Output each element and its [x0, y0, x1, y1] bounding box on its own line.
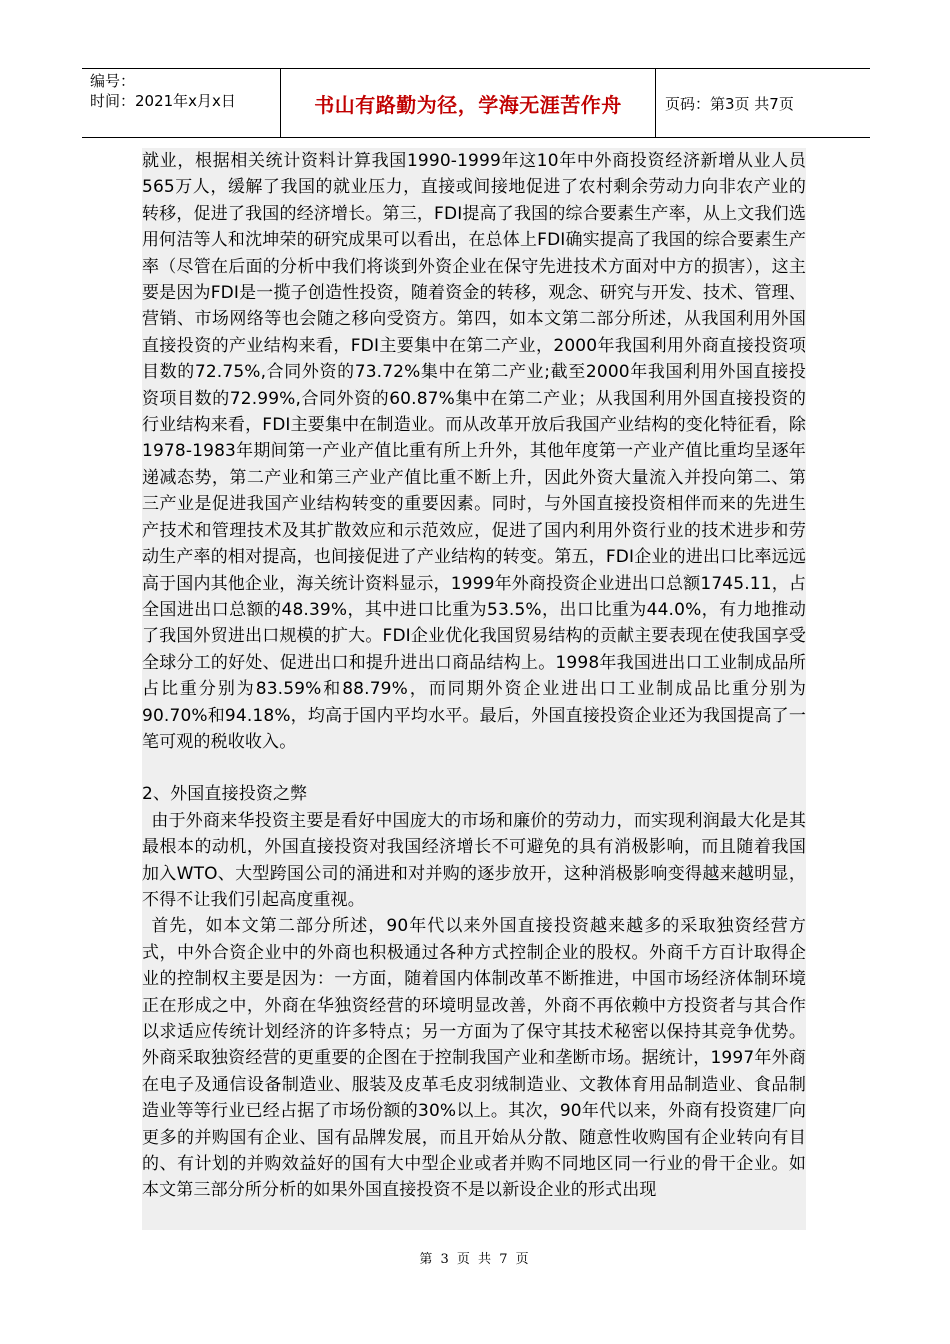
header-motto: 书山有路勤为径，学海无涯苦作舟: [314, 92, 622, 117]
page-header: [82, 68, 870, 138]
doc-date-label: 时间：2021年x月x日: [90, 92, 236, 110]
section-heading: 2、外国直接投资之弊: [142, 784, 308, 805]
body-paragraph: 由于外商来华投资主要是看好中国庞大的市场和廉价的劳动力，而实现利润最大化是其最根本的动机，外国直接投资对我国经济增长不可避免的具有消极影响，而且随着我国加入WTO、大型跨国公司的涌进和对并购的逐步放开，这种消极影响变得越来越明显，不得不让我们引起高度重视。: [142, 810, 806, 910]
document-body: [142, 148, 806, 1230]
header-divider: [655, 69, 656, 137]
header-page-info: 页码：第3页 共7页: [665, 94, 794, 113]
doc-code-label: 编号：: [90, 72, 136, 90]
header-meta: [90, 71, 275, 111]
body-paragraph: 首先，如本文第二部分所述，90年代以来外国直接投资越来越多的采取独资经营方式，中外合资企业中的外商也积极通过各种方式控制企业的股权。外商千方百计取得企业的控制权主要是因为：一方面，随着国内体制改革不断推进，中国市场经济体制环境正在形成之中，外商在华独资经营的环境明显改善，外商不再依赖中方投资者与其合作以求适应传统计划经济的许多特点；另一方面为了保守其技术秘密以保持其竞争优势。外商采取独资经营的更重要的企图在于控制我国产业和垄断市场。据统计，1997年外商在电子及通信设备制造业、服装及皮革毛皮羽绒制造业、文教体育用品制造业、食品制造业等等行业已经占据了市场份额的30%以上。其次，90年代以来，外商有投资建厂向更多的并购国有企业、国有品牌发展，而且开始从分散、随意性收购国有企业转向有目的、有计划的并购效益好的国有大中型企业或者并购不同地区同一行业的骨干企业。如本文第三部分所分析的如果外国直接投资不是以新设企业的形式出现: [142, 916, 806, 1201]
page-footer: 第 3 页 共 7 页: [419, 1252, 531, 1267]
body-paragraph: 就业，根据相关统计资料计算我国1990-1999年这10年中外商投资经济新增从业人员565万人，缓解了我国的就业压力，直接或间接地促进了农村剩余劳动力向非农产业的转移，促进了我国的经济增长。第三，FDI提高了我国的综合要素生产率，从上文我们选用何洁等人和沈坤荣的研究成果可以看出，在总体上FDI确实提高了我国的综合要素生产率（尽管在后面的分析中我们将谈到外资企业在保守先进技术方面对中方的损害），这主要是因为FDI是一揽子创造性投资，随着资金的转移，观念、研究与开发、技术、管理、营销、市场网络等也会随之移向受资方。第四，如本文第二部分所述，从我国利用外国直接投资的产业结构来看，FDI主要集中在第二产业，2000年我国利用外商直接投资项目数的72.75%,合同外资的73.72%集中在第二产业;截至2000年我国利用外国直接投资项目数的72.99%,合同外资的60.87%集中在第二产业；从我国利用外国直接投资的行业结构来看，FDI主要集中在制造业。而从改革开放后我国产业结构的变化特征看，除1978-1983年期间第一产业产值比重有所上升外，其他年度第一产业产值比重均呈逐年递减态势，第二产业和第三产业产值比重不断上升，因此外资大量流入并投向第二、第三产业是促进我国产业结构转变的重要因素。同时，与外国直接投资相伴而来的先进生产技术和管理技术及其扩散效应和示范效应，促进了国内利用外资行业的技术进步和劳动生产率的相对提高，也间接促进了产业结构的转变。第五，FDI企业的进出口比率远远高于国内其他企业，海关统计资料显示，1999年外商投资企业进出口总额1745.11，占全国进出口总额的48.39%，其中进口比重为53.5%，出口比重为44.0%，有力地推动了我国外贸进出口规模的扩大。FDI企业优化我国贸易结构的贡献主要表现在使我国享受全球分工的好处、促进出口和提升进出口商品结构上。1998年我国进出口工业制成品所占比重分别为83.59%和88.79%，而同期外资企业进出口工业制成品比重分别为90.70%和94.18%，均高于国内平均水平。最后，外国直接投资企业还为我国提高了一笔可观的税收收入。: [142, 151, 806, 752]
